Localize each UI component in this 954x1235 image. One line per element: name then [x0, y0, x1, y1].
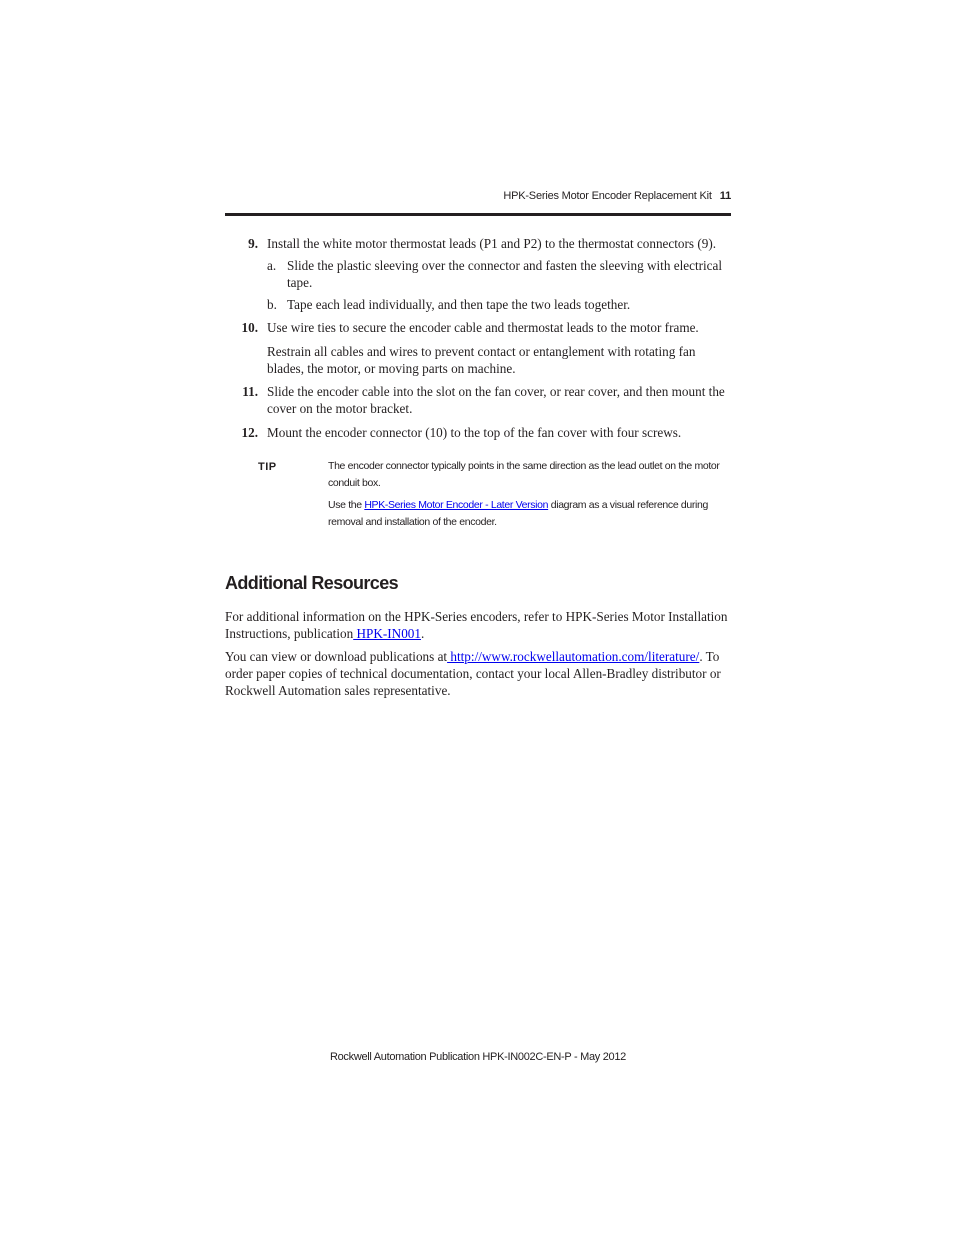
section-heading: Additional Resources: [225, 573, 399, 593]
step-10: [225, 319, 731, 336]
running-header: [225, 190, 731, 208]
header-rule: [225, 213, 731, 216]
substep-letter: b.: [267, 297, 277, 312]
step-number: 9.: [248, 236, 258, 251]
step-number: 12.: [241, 425, 258, 440]
step-text: Install the white motor thermostat leads (P1 and P2) to the thermostat connectors (9).: [267, 236, 717, 251]
substep-letter: a.: [267, 258, 277, 273]
substep-text: Slide the plastic sleeving over the connector and fasten the sleeving with electrical tape.: [287, 258, 723, 290]
step-text: Mount the encoder connector (10) to the top of the fan cover with four screws.: [267, 425, 682, 440]
substep-b: [267, 296, 731, 313]
substep-a: [267, 257, 731, 291]
resources-paragraph-1: [225, 608, 731, 642]
tip-text-2: [328, 497, 732, 531]
page-number: 11: [719, 190, 731, 202]
page-footer: Rockwell Automation Publication HPK-IN002C-EN-P - May 2012: [329, 1051, 627, 1063]
tip-text-prefix: Use the: [328, 499, 365, 511]
header-title: HPK-Series Motor Encoder Replacement Kit: [503, 190, 712, 202]
step-number: 11.: [242, 384, 258, 399]
step-12: [225, 424, 731, 441]
step-text: Slide the encoder cable into the slot on the fan cover, or rear cover, and then mount the cover on the motor bracket.: [267, 384, 725, 416]
substep-text: Tape each lead individually, and then tape the two leads together.: [287, 297, 631, 312]
step-11: [225, 383, 731, 417]
resources-paragraph-2: [225, 648, 731, 699]
paragraph-text: .: [420, 626, 425, 641]
paragraph-text: For additional information on the HPK-Series encoders, refer to HPK-Series Motor Installation Instructions, publication: [225, 609, 728, 641]
literature-url-link[interactable]: http://www.rockwellautomation.com/literature/: [447, 649, 700, 664]
hpk-in001-link[interactable]: HPK-IN001: [353, 626, 421, 641]
tip-text-suffix: diagram as a visual reference during removal and installation of the encoder.: [328, 499, 708, 528]
step-number: 10.: [241, 320, 258, 335]
encoder-diagram-link[interactable]: HPK-Series Motor Encoder - Later Version: [364, 499, 549, 511]
step-text: Use wire ties to secure the encoder cable and thermostat leads to the motor frame.: [267, 320, 699, 335]
paragraph-text: You can view or download publications at: [225, 649, 448, 664]
tip-label: TIP: [258, 461, 277, 473]
step-9: [225, 235, 731, 252]
tip-text-1: The encoder connector typically points in the same direction as the lead outlet on the motor conduit box.: [328, 460, 720, 489]
paragraph-text: . To order paper copies of technical documentation, contact your local Allen-Bradley distributor or Rockwell Automation sales representative.: [225, 649, 721, 698]
step-10-note: Restrain all cables and wires to prevent contact or entanglement with rotating fan blades, the motor, or moving parts on machine.: [267, 344, 696, 376]
